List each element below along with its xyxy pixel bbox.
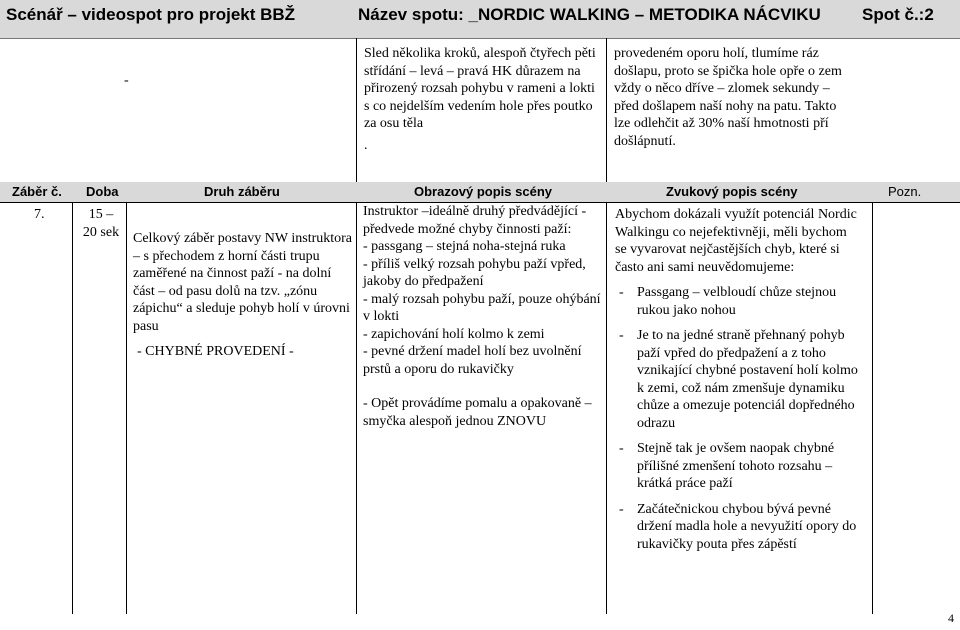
visual-line-2: - příliš velký rozsah pohybu paží vpřed, jakoby do předpažení	[363, 256, 586, 289]
audio-item: - Začátečnickou chybou bývá pevné držení madla hole a nevyužití opory do rukavičky pouta přes zápěstí	[615, 501, 861, 554]
shot-type	[133, 230, 355, 361]
column-header-druh: Druh záběru	[204, 184, 280, 199]
audio-description	[615, 206, 861, 553]
shot-duration	[78, 206, 124, 241]
header-spot-name: Název spotu: _NORDIC WALKING – METODIKA NÁCVIKU	[358, 5, 821, 24]
audio-intro: Abychom dokázali využít potenciál Nordic Walkingu co nejefektivněji, měli bychom se vyvarovat nejčastějších chyb, které si často ani sami neuvědomujeme:	[615, 207, 857, 275]
header-spot-number: Spot č.:2	[862, 5, 934, 24]
audio-item: - Stejně tak je ovšem naopak chybné přílišné zmenšení tohoto rozsahu – krátká práce paží	[615, 440, 861, 493]
shot-duration-line1: 15 –	[88, 207, 114, 222]
shot-type-bad: - CHYBNÉ PROVEDENÍ -	[137, 344, 294, 359]
visual-line-7: - Opět provádíme pomalu a opakovaně – smyčka alespoň jednou ZNOVU	[363, 396, 592, 429]
column-header-row	[0, 182, 960, 202]
column-header-zaber: Záběr č.	[12, 184, 62, 199]
visual-line-1: - passgang – stejná noha-stejná ruka	[363, 239, 566, 254]
top-row-divider-1	[356, 38, 357, 182]
row-divider-4	[606, 202, 607, 614]
row-divider-2	[126, 202, 127, 614]
document-header	[0, 0, 960, 39]
top-row-col2-dot: .	[364, 137, 368, 153]
row-divider-5	[872, 202, 873, 614]
shot-number: 7.	[34, 207, 45, 222]
column-header-pozn: Pozn.	[888, 184, 922, 199]
visual-line-6	[363, 378, 603, 395]
top-row-col1: -	[124, 73, 129, 88]
visual-description	[363, 203, 603, 430]
column-header-doba: Doba	[86, 184, 119, 199]
column-header-zvuk: Zvukový popis scény	[666, 184, 798, 199]
column-header-obraz: Obrazový popis scény	[414, 184, 552, 199]
header-title: Scénář – videospot pro projekt BBŽ	[6, 5, 296, 24]
top-row-col3: provedeném oporu holí, tlumíme ráz došlapu, proto se špička hole opře o zem vždy o něco dříve – zlomek sekundy – před došlapem naší nohy na patu. Takto lze odlehčit až 30% naší hmotnosti pří došlápnutí.	[614, 46, 842, 149]
top-row-col2-text: Sled několika kroků, alespoň čtyřech pěti střídání – levá – pravá HK důrazem na přirozený rozsah pohybu v rameni a lokti s co nejdelším vedením hole přes poutko za osu těla	[364, 46, 596, 131]
visual-line-4: - zapichování holí kolmo k zemi	[363, 326, 545, 342]
visual-line-0: Instruktor –ideálně druhý předvádějící - předvede možné chyby činnosti paží:	[363, 204, 587, 237]
row-divider-1	[72, 202, 73, 614]
shot-type-text: Celkový záběr postavy NW instruktora – s přechodem z horní části trupu zaměřené na činnost paží - na dolní část – od pasu dolů na tzv. „zónu zápichu“ a sleduje pohyb holí v úrovni pasu	[133, 231, 353, 334]
row-divider-3	[356, 202, 357, 614]
audio-item: - Passgang – velbloudí chůze stejnou rukou jako nohou	[615, 284, 861, 319]
visual-line-5: - pevné držení madel holí bez uvolnění prstů a oporu do rukavičky	[363, 344, 582, 377]
page-number: 4	[948, 611, 954, 625]
audio-item: - Je to na jedné straně přehnaný pohyb paží vpřed do předpažení a z toho vznikající chybné postavení holí kolmo k zemi, což nám zmenšuje dynamiku chůze a omezuje potenciál dopředného odrazu	[615, 327, 861, 432]
shot-duration-line2: 20 sek	[82, 224, 120, 240]
top-row-col2	[364, 45, 602, 154]
top-row-divider-2	[606, 38, 607, 182]
visual-line-3: - malý rozsah pohybu paží, pouze ohýbání v lokti	[363, 291, 601, 324]
